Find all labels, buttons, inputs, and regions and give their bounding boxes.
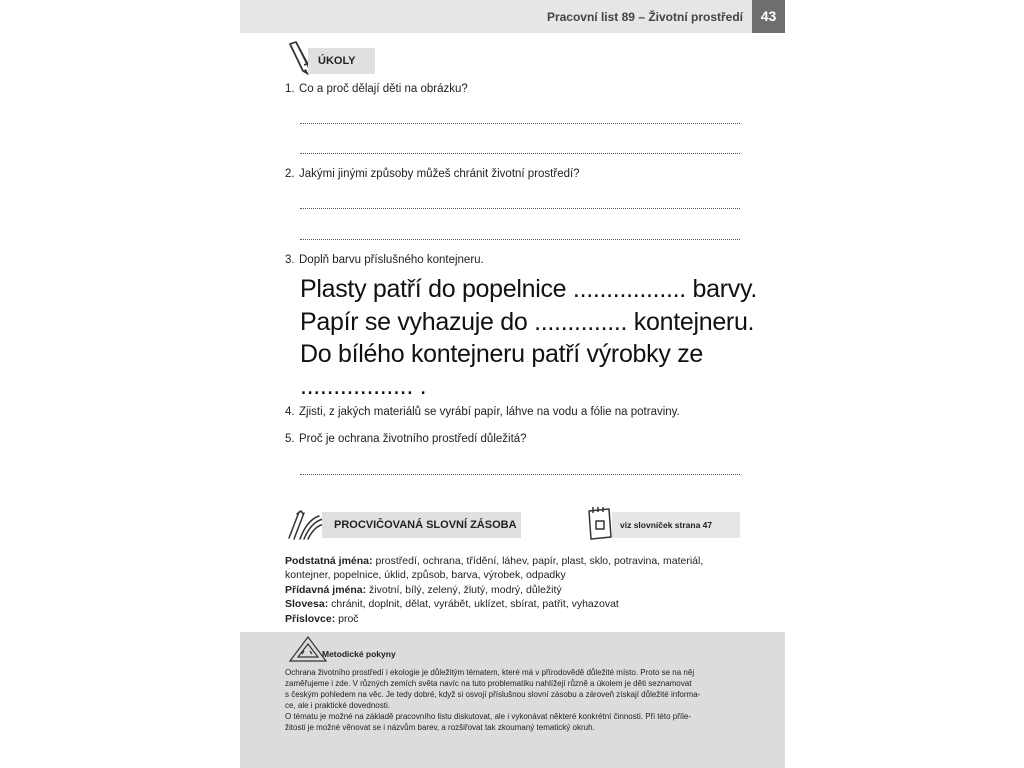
vocab-adverbs: Příslovce: proč (285, 613, 359, 625)
page-number: 43 (752, 0, 785, 33)
methodology-box (240, 632, 785, 768)
task-1: 1. Co a proč dělají děti na obrázku? (285, 83, 468, 95)
worksheet-page (240, 0, 785, 768)
dictionary-reference: viz slovníček strana 47 (612, 512, 740, 538)
vocab-nouns: Podstatná jména: prostředí, ochrana, třídění, láhev, papír, plast, sklo, potravina, materiál, (285, 555, 704, 567)
task-3: 3. Doplň barvu příslušného kontejneru. (285, 254, 484, 266)
fill-in-line: Papír se vyhazuje do .............. kontejneru. (300, 308, 755, 336)
fill-in-line: ................. . (300, 372, 427, 400)
fill-in-line: Do bílého kontejneru patří výrobky ze (300, 340, 704, 368)
vocab-verbs: Slovesa: chránit, doplnit, dělat, vyrábět, uklízet, sbírat, patřit, vyhazovat (285, 598, 619, 610)
vocab-nouns-cont: kontejner, popelnice, úklid, způsob, barva, výrobek, odpadky (285, 569, 566, 581)
fill-in-line: Plasty patří do popelnice ................. barvy. (300, 275, 757, 303)
answer-line[interactable] (300, 474, 740, 475)
vocab-label: PROCVIČOVANÁ SLOVNÍ ZÁSOBA (322, 512, 521, 538)
page-header (240, 0, 785, 33)
task-5: 5. Proč je ochrana životního prostředí důležitá? (285, 433, 527, 445)
methodology-title: Metodické pokyny (322, 649, 396, 659)
task-2: 2. Jakými jinými způsoby můžeš chránit životní prostředí? (285, 168, 580, 180)
answer-line[interactable] (300, 239, 740, 240)
pencils-icon (285, 508, 327, 542)
vocab-adjectives: Přídavná jména: životní, bílý, zelený, žlutý, modrý, důležitý (285, 584, 562, 596)
answer-line[interactable] (300, 123, 740, 124)
task-4: 4. Zjisti, z jakých materiálů se vyrábí papír, láhve na vodu a fólie na potraviny. (285, 406, 680, 418)
methodology-text: Ochrana životního prostředí i ekologie je důležitým tématem, které má v přírodovědě důležité místo. Proto se na něj zaměřujeme i zde. V různých zemích světa navíc na tuto problematiku nahlížejí různě a úkolem je děti seznamovat s českým pohledem na věc. Je tedy dobré, když si osvojí příslušnou slovní zásobu a zároveň získají důležité informa- ce, ale i praktické dovednosti. O tématu je možné na základě pracovního listu diskutovat, ale i vykonávat některé konkrétní činnosti. Při této příle- žitosti je možné věnovat se i názvům barev, a rozšiřovat tak zkoumaný tematický okruh. (285, 668, 701, 732)
worksheet-title: Pracovní list 89 – Životní prostředí (546, 10, 743, 24)
answer-line[interactable] (300, 153, 740, 154)
answer-line[interactable] (300, 208, 740, 209)
tasks-label: ÚKOLY (308, 48, 375, 74)
